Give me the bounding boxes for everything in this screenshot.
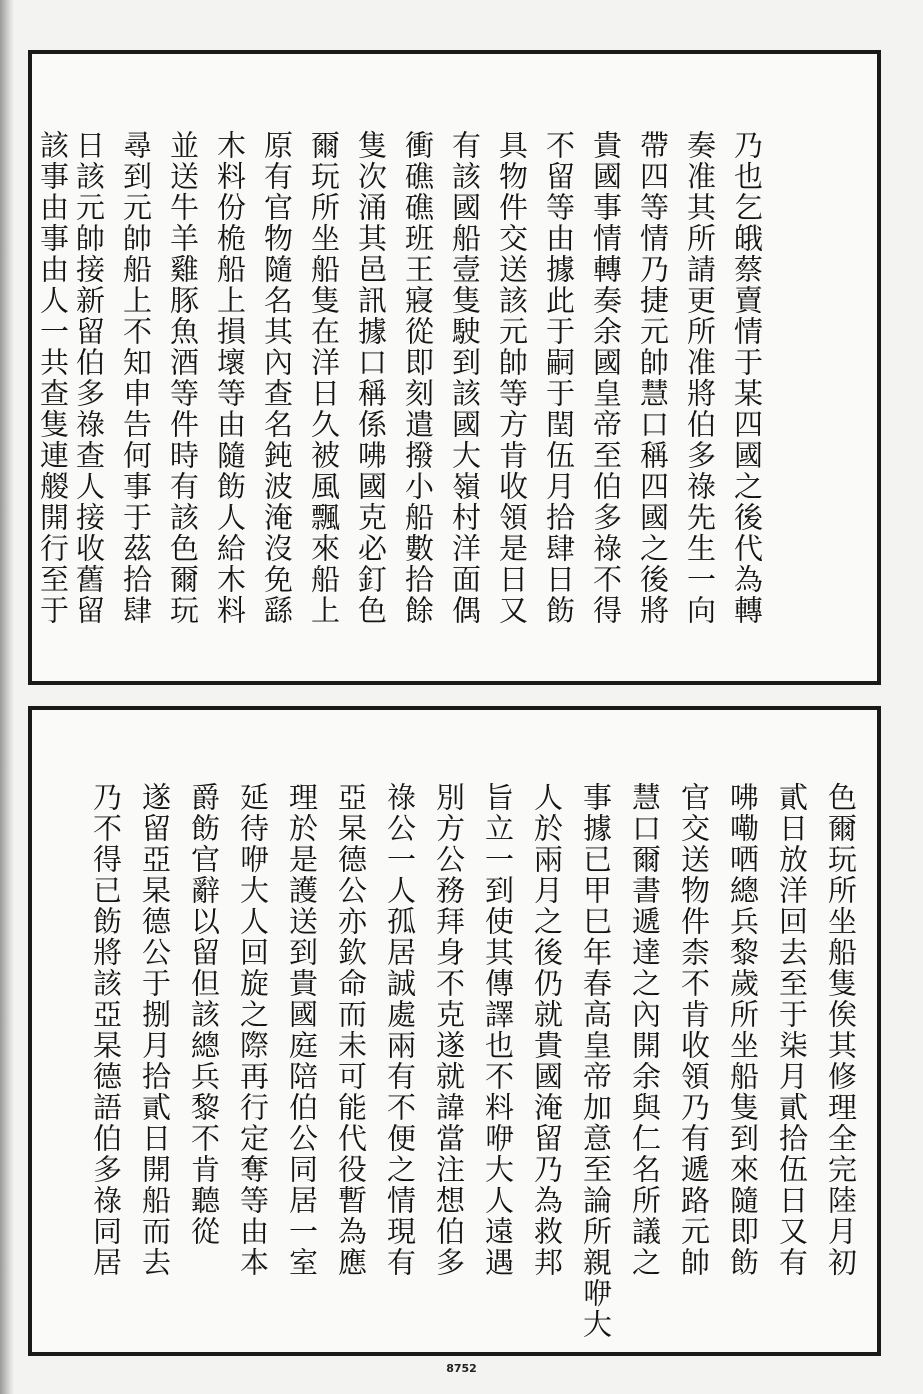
text-column: 旨立一到使其傳譯也不料咿大人遠遇 [481, 782, 515, 1278]
text-column: 遂留亞杲德公于捌月拾貳日開船而去 [138, 782, 172, 1278]
text-column: 慧口爾書遞達之內開余與仁名所議之 [628, 782, 662, 1278]
text-column: 爵飭官辭以留但該總兵黎不肯聽從 [187, 782, 221, 1247]
text-column: 並送牛羊雞豚魚酒等件時有該色爾玩 [166, 130, 200, 626]
text-column: 該事由事由人一共查隻連艐開行至于 [36, 130, 70, 626]
text-column: 日該元帥接新留伯多祿查人接收舊留 [72, 130, 106, 626]
document-page-bottom [28, 706, 881, 1356]
text-column: 理於是護送到貴國庭陪伯公同居一室 [285, 782, 319, 1278]
text-column: 木料份桅船上損壞等由隨飭人給木料 [213, 130, 247, 626]
text-column: 衝礁礁班王寢從即刻遣撥小船數拾餘 [401, 130, 435, 626]
text-column: 具物件交送該元帥等方肯收領是日又 [495, 130, 529, 626]
text-column: 尋到元帥船上不知申告何事于茲拾肆 [119, 130, 153, 626]
text-column: 延待咿大人回旋之際再行定奪等由本 [236, 782, 270, 1278]
text-column: 爾玩所坐船隻在洋日久被風飄來船上 [307, 130, 341, 626]
book-binding-shadow [0, 0, 14, 1394]
page-number: 8752 [446, 1362, 477, 1375]
text-column: 貴國事情轉奏余國皇帝至伯多祿不得 [589, 130, 623, 626]
text-column: 別方公務拜身不克遂就諱當注想伯多 [432, 782, 466, 1278]
text-column: 祿公一人孤居誠處兩有不便之情現有 [383, 782, 417, 1278]
text-column: 色爾玩所坐船隻俟其修理全完陸月初 [824, 782, 858, 1278]
text-column: 奏准其所請更所准將伯多祿先生一向 [683, 130, 717, 626]
text-column: 原有官物隨名其內查名鈍波淹沒免繇 [260, 130, 294, 626]
text-column: 亞杲德公亦欽命而未可能代役暫為應 [334, 782, 368, 1278]
text-column: 乃不得已飭將該亞杲德語伯多祿同居 [89, 782, 123, 1278]
document-page-top [28, 50, 881, 685]
text-column: 帶四等情乃捷元帥慧口稱四國之後將 [636, 130, 670, 626]
text-column: 官交送物件柰不肯收領乃有遞路元帥 [677, 782, 711, 1278]
text-column: 貳日放洋回去至于柒月貳拾伍日又有 [775, 782, 809, 1278]
text-column: 乃也乞皒蔡賣情于某四國之後代為轉 [730, 130, 764, 626]
text-column: 不留等由據此于嗣于閏伍月拾肆日飭 [542, 130, 576, 626]
text-column: 事據已甲巳年春高皇帝加意至論所親咿大 [579, 782, 613, 1340]
text-column: 隻次涌其邑訊據口稱係咈國克必釘色 [354, 130, 388, 626]
text-column: 咈嘞哂總兵黎歲所坐船隻到來隨即飭 [726, 782, 760, 1278]
text-column: 有該國船壹隻駛到該國大嶺村洋面偶 [448, 130, 482, 626]
text-column: 人於兩月之後仍就貴國淹留乃為救邦 [530, 782, 564, 1278]
